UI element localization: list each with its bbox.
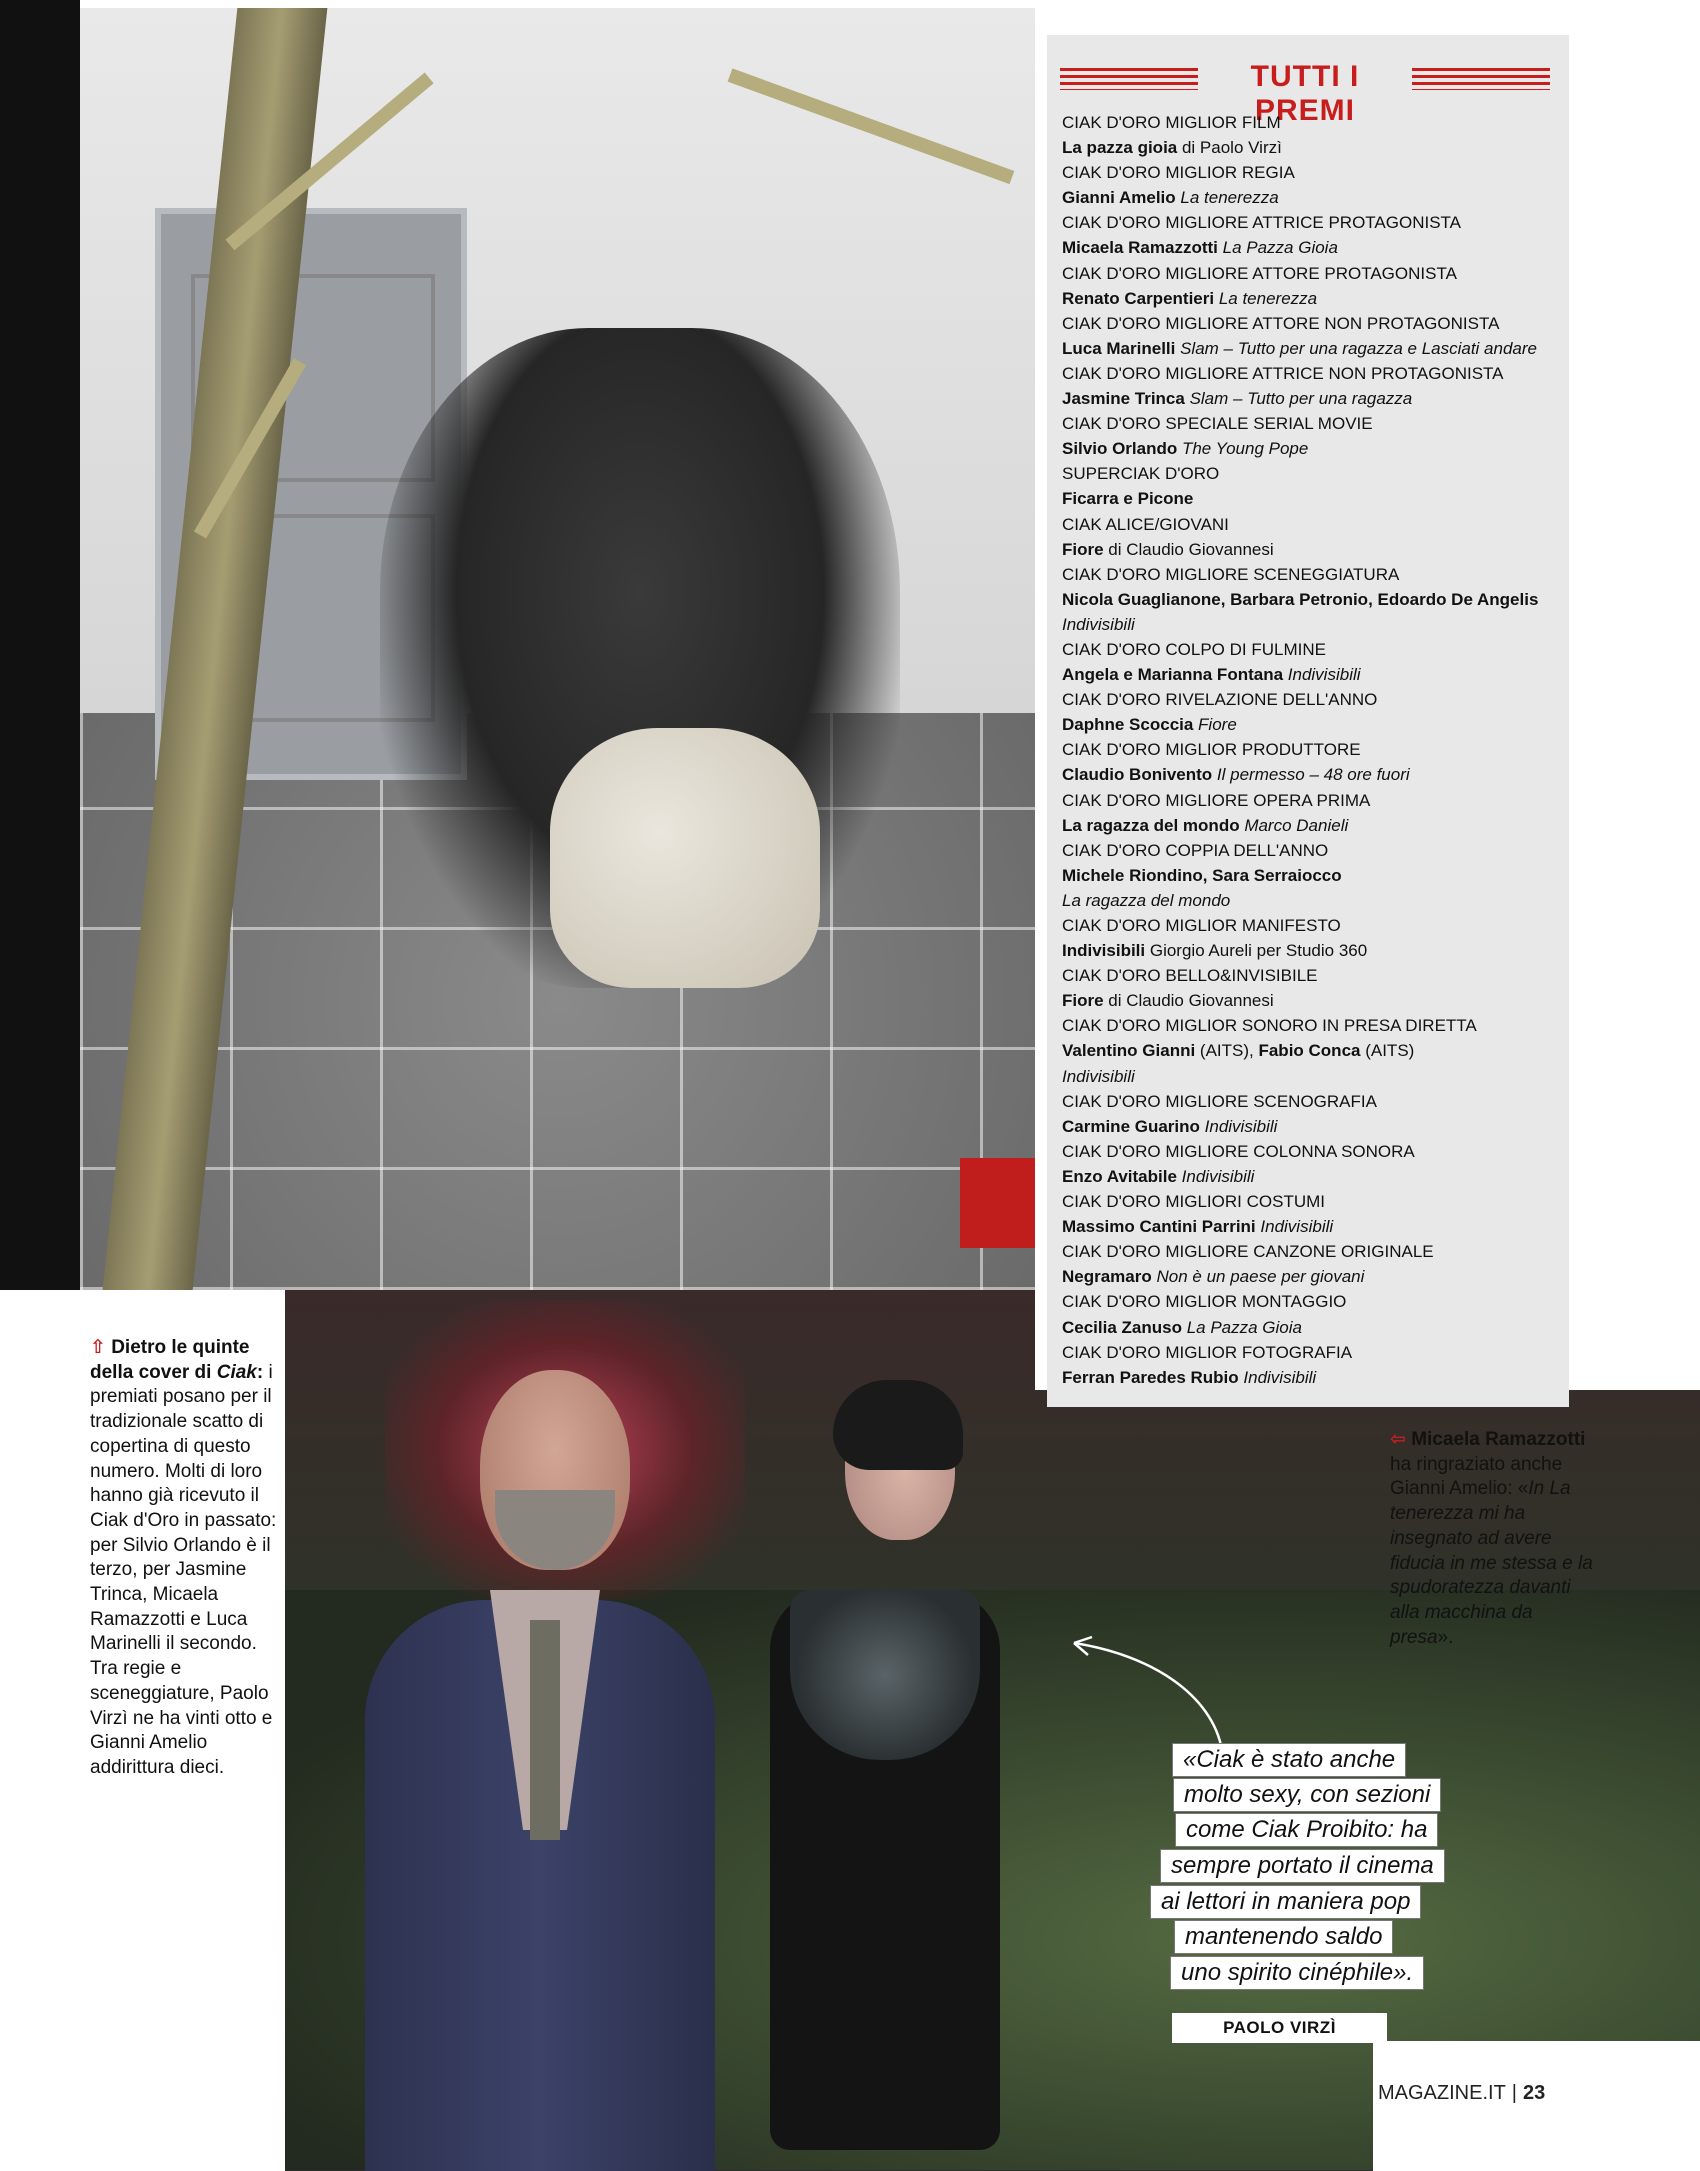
award-winner-name: Renato Carpentieri [1062,288,1215,308]
award-winner-name: Negramaro [1062,1267,1152,1287]
award-winner-name: Ferran Paredes Rubio [1062,1367,1239,1387]
award-winner-name: Angela e Marianna Fontana [1062,665,1284,685]
award-film-title: Indivisibili [1062,614,1135,634]
award-winner-detail: di Paolo Virzì [1177,138,1282,158]
award-category-label: CIAK D'ORO MIGLIOR SONORO IN PRESA DIRETTA [1062,1016,1477,1036]
quote-line: «Ciak è stato anche [1172,1743,1406,1777]
awards-list [1062,110,1562,1390]
award-winner-film: Marco Danieli [1239,815,1349,835]
pointer-arrow-icon [1062,1635,1232,1755]
award-winner-name: Enzo Avitabile [1062,1166,1177,1186]
award-category [1062,687,1562,712]
award-winner-film: La Pazza Gioia [1181,1317,1302,1337]
award-category [1062,1189,1562,1214]
award-winner-detail: (AITS), [1195,1041,1259,1061]
award-category [1062,512,1562,537]
award-category-label: CIAK D'ORO MIGLIOR FILM [1062,113,1281,132]
award-category-label: CIAK D'ORO MIGLIORE COLONNA SONORA [1062,1141,1415,1161]
title-stripes-right [1412,68,1550,90]
award-winner-name: Luca Marinelli [1062,338,1176,358]
award-category-label: CIAK D'ORO MIGLIORE ATTORE NON PROTAGONISTA [1062,313,1500,333]
award-winner [1062,712,1562,737]
award-winner-film: Indivisibili [1238,1367,1317,1387]
award-winner-name: Fiore [1062,991,1104,1011]
award-category [1062,261,1562,286]
caption-right-name: Micaela Ramazzotti [1411,1429,1586,1450]
award-winner-film: Indivisibili [1283,665,1361,685]
photo-floral-dress [550,728,820,988]
award-winner [1062,612,1562,637]
award-category [1062,788,1562,813]
award-winner-detail: di Claudio Giovannesi [1103,991,1274,1011]
award-category-label: CIAK D'ORO MIGLIOR FOTOGRAFIA [1062,1342,1353,1362]
caption-left-magazine: Ciak [216,1361,257,1383]
award-winner-film: La tenerezza [1175,188,1279,208]
award-winner [1062,185,1562,210]
award-category [1062,411,1562,436]
award-winner [1062,938,1562,963]
caption-right-quote: In La tenerezza mi ha insegnato ad avere fiducia in me stessa e la spudoratezza davanti alla macchina da presa [1390,1478,1593,1648]
caption-right-end: ». [1437,1626,1454,1648]
award-category [1062,637,1562,662]
award-winner-film: La Pazza Gioia [1217,238,1338,258]
quote-line: ai lettori in maniera pop [1150,1885,1421,1919]
quote-line: mantenendo saldo [1174,1920,1393,1954]
award-winner [1062,813,1562,838]
award-winner-film: The Young Pope [1177,439,1309,459]
award-category [1062,838,1562,863]
award-category-label: CIAK ALICE/GIOVANI [1062,514,1229,534]
arrow-up-icon: ⇧ [90,1337,106,1358]
photo-man-tie [530,1620,560,1840]
award-winner [1062,436,1562,461]
virzi-ramazzotti-photo [285,1290,1700,2171]
award-winner [1062,486,1562,511]
award-winner [1062,286,1562,311]
award-category [1062,1239,1562,1264]
award-category-label: CIAK D'ORO MIGLIORE ATTRICE PROTAGONISTA [1062,213,1462,233]
quote-author: PAOLO VIRZÌ [1172,2013,1387,2043]
award-category [1062,311,1562,336]
caption-left-lead: Dietro le quinte della cover di [90,1337,250,1383]
award-winner [1062,662,1562,687]
quote-line: come Ciak Proibito: ha [1175,1813,1438,1847]
award-winner [1062,336,1562,361]
award-category [1062,1013,1562,1038]
award-winner-name: Micaela Ramazzotti [1062,238,1218,258]
award-category-label: CIAK D'ORO MIGLIOR MONTAGGIO [1062,1292,1347,1312]
award-winner-film: Il permesso – 48 ore fuori [1212,765,1410,785]
award-winner-film: Slam – Tutto per una ragazza [1184,389,1413,409]
award-winner-film: Slam – Tutto per una ragazza e Lasciati andare [1175,338,1537,358]
award-winner [1062,1064,1562,1089]
quote-line: uno spirito cinéphile». [1170,1956,1424,1990]
award-category-label: CIAK D'ORO COPPIA DELL'ANNO [1062,840,1329,860]
award-winner-name: Fiore [1062,539,1104,559]
footer [1378,2082,1545,2105]
footer-site: MAGAZINE.IT [1378,2082,1506,2104]
award-winner [1062,1264,1562,1289]
award-winner-name: Carmine Guarino [1062,1116,1200,1136]
award-category-label: CIAK D'ORO MIGLIORE SCENOGRAFIA [1062,1091,1377,1111]
award-category [1062,1139,1562,1164]
award-category-label: CIAK D'ORO MIGLIORE OPERA PRIMA [1062,790,1371,810]
award-winner-film: Fiore [1193,715,1237,735]
award-winner-name: Massimo Cantini Parrini [1062,1217,1256,1237]
award-winner [1062,863,1562,888]
award-category [1062,461,1562,486]
award-winner-name: Gianni Amelio [1062,188,1176,208]
caption-left-body: i premiati posano per il tradizionale scatto di copertina di questo numero. Molti di loro hanno già ricevuto il Ciak d'Oro in passato: per Silvio Orlando è il terzo, per Jasmine Trinca, Micaela Ramazzotti e Luca Marinelli il secondo. Tra regie e sceneggiature, Paolo Virzì ne ha vinti otto e Gianni Amelio addirittura dieci. [90,1361,277,1778]
award-category [1062,913,1562,938]
award-winner [1062,1114,1562,1139]
award-film-title: Indivisibili [1062,1066,1135,1086]
award-category [1062,562,1562,587]
caption-left-colon: : [256,1361,264,1383]
award-winner-name: Jasmine Trinca [1062,389,1185,409]
award-winner [1062,762,1562,787]
award-winner [1062,235,1562,260]
award-winner-detail: (AITS) [1360,1041,1415,1061]
award-winner [1062,1164,1562,1189]
caption-left [90,1336,285,1781]
award-category [1062,737,1562,762]
award-winner-name: Daphne Scoccia [1062,715,1194,735]
photo-red-box [960,1158,1040,1248]
award-film-title: La ragazza del mondo [1062,890,1231,910]
award-winner-film: Indivisibili [1176,1166,1255,1186]
award-category-label: CIAK D'ORO BELLO&INVISIBILE [1062,966,1318,986]
award-winner-name: Michele Riondino, Sara Serraiocco [1062,865,1342,885]
award-category-label: CIAK D'ORO MIGLIORE ATTORE PROTAGONISTA [1062,263,1457,283]
footer-bar [1373,2041,1700,2171]
award-winner-detail: Giorgio Aureli per Studio 360 [1145,941,1368,961]
award-category [1062,210,1562,235]
award-category-label: CIAK D'ORO RIVELAZIONE DELL'ANNO [1062,690,1378,710]
page-number: 23 [1523,2082,1546,2104]
quote-line: sempre portato il cinema [1160,1849,1445,1883]
award-category [1062,361,1562,386]
award-category-label: CIAK D'ORO COLPO DI FULMINE [1062,639,1326,659]
award-category-label: CIAK D'ORO SPECIALE SERIAL MOVIE [1062,414,1373,434]
award-category [1062,1289,1562,1314]
award-category-label: CIAK D'ORO MIGLIOR REGIA [1062,163,1295,183]
award-winner-name: Nicola Guaglianone, Barbara Petronio, Edoardo De Angelis [1062,589,1539,609]
award-winner [1062,1315,1562,1340]
footer-separator: | [1511,2082,1517,2104]
award-winner-name: Cecilia Zanuso [1062,1317,1182,1337]
cover-shoot-photo [80,8,1040,1290]
award-category-label: CIAK D'ORO MIGLIORE SCENEGGIATURA [1062,564,1400,584]
award-category [1062,110,1562,135]
award-category [1062,1089,1562,1114]
caption-right-lead: ha ringraziato anche Gianni Amelio: « [1390,1453,1563,1500]
award-winner [1062,1214,1562,1239]
award-winner [1062,537,1562,562]
award-winner [1062,888,1562,913]
award-winner [1062,1038,1562,1063]
award-winner-film: Indivisibili [1199,1116,1278,1136]
award-winner-name: La ragazza del mondo [1062,815,1240,835]
award-category [1062,963,1562,988]
award-winner-detail: di Claudio Giovannesi [1103,539,1274,559]
awards-title: TUTTI I PREMI [1250,60,1360,127]
award-category [1062,1340,1562,1365]
award-winner [1062,1365,1562,1390]
photo-woman-sequins [790,1590,980,1760]
award-category-label: CIAK D'ORO MIGLIORE ATTRICE NON PROTAGONISTA [1062,363,1504,383]
award-winner-film: Non è un paese per giovani [1151,1267,1365,1287]
award-winner-film: La tenerezza [1214,288,1318,308]
arrow-left-icon: ⇦ [1390,1429,1406,1450]
award-category [1062,160,1562,185]
award-winner [1062,587,1562,612]
award-winner-name: Ficarra e Picone [1062,489,1194,509]
award-category-label: CIAK D'ORO MIGLIOR MANIFESTO [1062,916,1341,935]
award-winner [1062,386,1562,411]
award-winner-name: Indivisibili [1062,941,1146,961]
title-stripes-left [1060,68,1198,90]
award-winner-name: Fabio Conca [1258,1041,1361,1061]
award-winner-name: La pazza gioia [1062,138,1178,158]
photo-woman-hair [833,1380,963,1470]
left-black-band [0,0,80,1290]
award-winner-name: Claudio Bonivento [1062,765,1213,785]
caption-right [1390,1428,1595,1650]
award-category-label: CIAK D'ORO MIGLIOR PRODUTTORE [1062,740,1361,760]
award-winner-name: Silvio Orlando [1062,439,1178,459]
award-winner [1062,135,1562,160]
award-winner-name: Valentino Gianni [1062,1041,1196,1061]
award-category-label: SUPERCIAK D'ORO [1062,464,1220,484]
award-category-label: CIAK D'ORO MIGLIORI COSTUMI [1062,1192,1325,1212]
award-winner-film: Indivisibili [1255,1217,1334,1237]
award-winner [1062,988,1562,1013]
award-category-label: CIAK D'ORO MIGLIORE CANZONE ORIGINALE [1062,1242,1434,1262]
quote-line: molto sexy, con sezioni [1173,1778,1441,1812]
